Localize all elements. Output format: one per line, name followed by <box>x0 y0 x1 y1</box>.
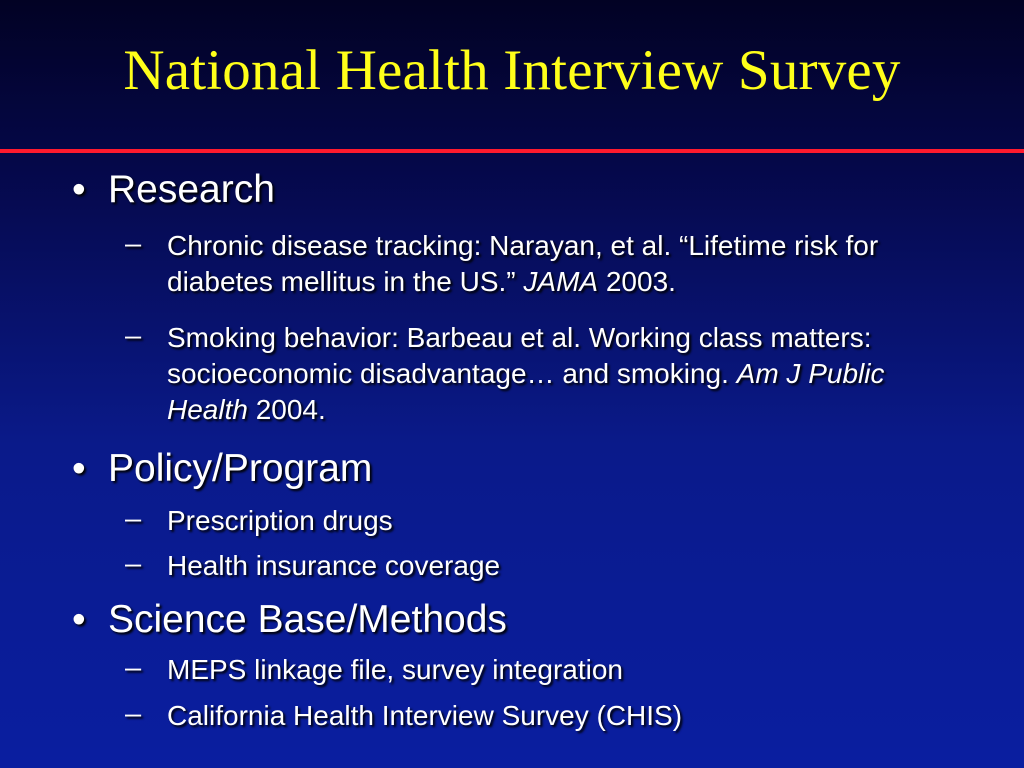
list-item-prescription-drugs: Prescription drugs <box>167 505 393 536</box>
dash-icon: – <box>125 320 142 352</box>
list-item-meps-linkage: MEPS linkage file, survey integration <box>167 654 623 685</box>
list-item-chronic-disease <box>167 228 937 300</box>
section-heading-policy: Policy/Program <box>108 447 373 490</box>
section-heading-science: Science Base/Methods <box>108 598 507 641</box>
section-heading-research: Research <box>108 168 275 211</box>
list-item-chis: California Health Interview Survey (CHIS) <box>167 700 683 731</box>
dash-icon: – <box>125 548 142 580</box>
dash-icon: – <box>125 652 142 684</box>
list-item-health-insurance: Health insurance coverage <box>167 550 501 581</box>
title-divider <box>0 149 1024 153</box>
dash-icon: – <box>125 228 142 260</box>
dash-icon: – <box>125 503 142 535</box>
list-item-text: Smoking behavior: Barbeau et al. Working class matters: socioeconomic disadvantage… and smoking. <box>167 322 872 389</box>
bullet-icon: • <box>72 168 86 211</box>
journal-name: JAMA <box>523 266 599 297</box>
journal-name: Am J Public Health <box>167 358 885 425</box>
list-item-text: Chronic disease tracking: Narayan, et al. “Lifetime risk for diabetes mellitus in the US.” <box>167 230 879 297</box>
list-item-year: 2003. <box>598 266 676 297</box>
dash-icon: – <box>125 698 142 730</box>
bullet-icon: • <box>72 447 86 490</box>
slide-title: National Health Interview Survey <box>123 39 901 102</box>
bullet-icon: • <box>72 598 86 641</box>
list-item-year: 2004. <box>247 394 326 425</box>
list-item-smoking-behavior <box>167 320 907 428</box>
